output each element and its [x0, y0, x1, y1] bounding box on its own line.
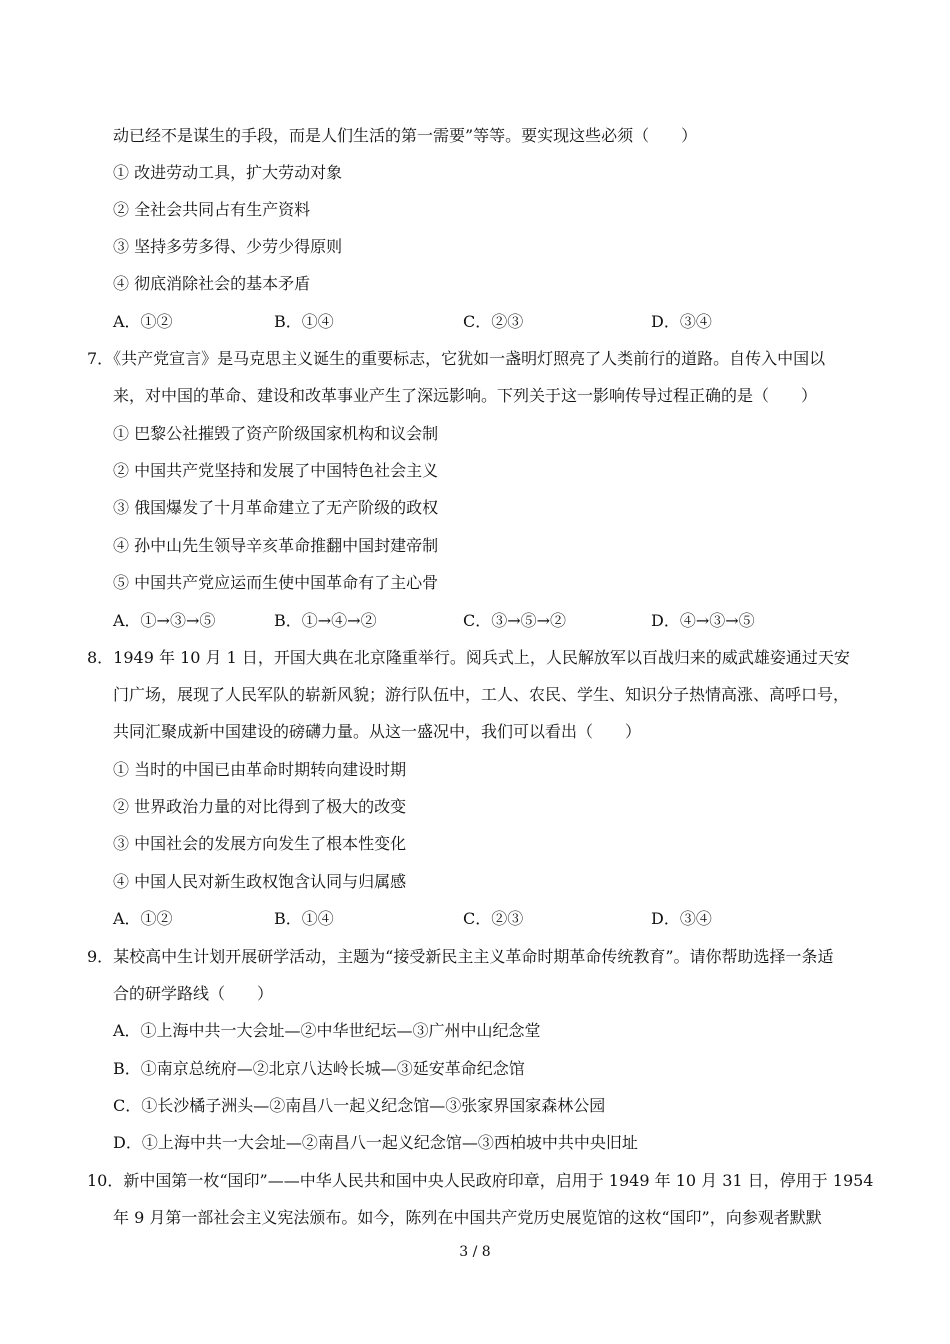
q9-option-c: C．①长沙橘子洲头—②南昌八一起义纪念馆—③张家界国家森林公园: [113, 1096, 606, 1115]
q9-option-d: D．①上海中共一大会址—②南昌八一起义纪念馆—③西柏坡中共中央旧址: [113, 1133, 638, 1152]
q10-stem-line-2: 年 9 月第一部社会主义宪法颁布。如今，陈列在中国共产党历史展览馆的这枚“国印”，向参观者默默: [113, 1208, 822, 1227]
q7-item-2: ② 中国共产党坚持和发展了中国特色社会主义: [113, 461, 439, 480]
q8-option-c: C．②③: [463, 909, 524, 928]
q6-item-4: ④ 彻底消除社会的基本矛盾: [113, 274, 311, 293]
q7-item-4: ④ 孙中山先生领导辛亥革命推翻中国封建帝制: [113, 536, 439, 555]
q10-stem-line-1: 10．新中国第一枚“国印”——中华人民共和国中央人民政府印章，启用于 1949 年 10 月 31 日，停用于 1954: [87, 1171, 874, 1190]
q6-item-2: ② 全社会共同占有生产资料: [113, 200, 311, 219]
q8-item-4: ④ 中国人民对新生政权饱含认同与归属感: [113, 872, 407, 891]
q7-option-c: C．③→⑤→②: [463, 611, 567, 630]
q7-stem-line-2: 来，对中国的革命、建设和改革事业产生了深远影响。下列关于这一影响传导过程正确的是（ ）: [113, 386, 818, 405]
q6-item-1: ① 改进劳动工具，扩大劳动对象: [113, 163, 343, 182]
q7-option-b: B．①→④→②: [274, 611, 377, 630]
q8-stem-line-3: 共同汇聚成新中国建设的磅礴力量。从这一盛况中，我们可以看出（ ）: [113, 722, 642, 741]
q8-option-b: B．①④: [274, 909, 334, 928]
q6-option-b: B．①④: [274, 312, 334, 331]
q6-item-3: ③ 坚持多劳多得、少劳少得原则: [113, 237, 343, 256]
q9-option-b: B．①南京总统府—②北京八达岭长城—③延安革命纪念馆: [113, 1059, 525, 1078]
q8-option-d: D．③④: [651, 909, 712, 928]
q7-option-a: A．①→③→⑤: [113, 611, 216, 630]
q7-option-d: D．④→③→⑤: [651, 611, 755, 630]
q9-stem-line-2: 合的研学路线（ ）: [113, 984, 274, 1003]
page-number: 3 / 8: [459, 1244, 491, 1260]
q8-item-3: ③ 中国社会的发展方向发生了根本性变化: [113, 834, 407, 853]
q6-option-c: C．②③: [463, 312, 524, 331]
q9-stem-line-1: 9．某校高中生计划开展研学活动，主题为“接受新民主主义革命时期革命传统教育”。请你帮助选择一条适: [87, 947, 834, 966]
q7-item-3: ③ 俄国爆发了十月革命建立了无产阶级的政权: [113, 498, 439, 517]
q8-stem-line-1: 8．1949 年 10 月 1 日，开国大典在北京隆重举行。阅兵式上，人民解放军以百战归来的威武雄姿通过天安: [87, 648, 850, 667]
q7-item-5: ⑤ 中国共产党应运而生使中国革命有了主心骨: [113, 573, 439, 592]
q6-option-a: A．①②: [113, 312, 173, 331]
q6-continuation: 动已经不是谋生的手段，而是人们生活的第一需要”等等。要实现这些必须（ ）: [113, 126, 698, 145]
q8-item-1: ① 当时的中国已由革命时期转向建设时期: [113, 760, 407, 779]
q7-item-1: ① 巴黎公社摧毁了资产阶级国家机构和议会制: [113, 424, 439, 443]
q8-item-2: ② 世界政治力量的对比得到了极大的改变: [113, 797, 407, 816]
q8-stem-line-2: 门广场，展现了人民军队的崭新风貌；游行队伍中，工人、农民、学生、知识分子热情高涨、高呼口号，: [113, 685, 850, 704]
q7-stem-line-1: 7．《共产党宣言》是马克思主义诞生的重要标志，它犹如一盏明灯照亮了人类前行的道路。自传入中国以: [87, 349, 826, 368]
q6-option-d: D．③④: [651, 312, 712, 331]
q8-option-a: A．①②: [113, 909, 173, 928]
q9-option-a: A．①上海中共一大会址—②中华世纪坛—③广州中山纪念堂: [113, 1021, 541, 1040]
